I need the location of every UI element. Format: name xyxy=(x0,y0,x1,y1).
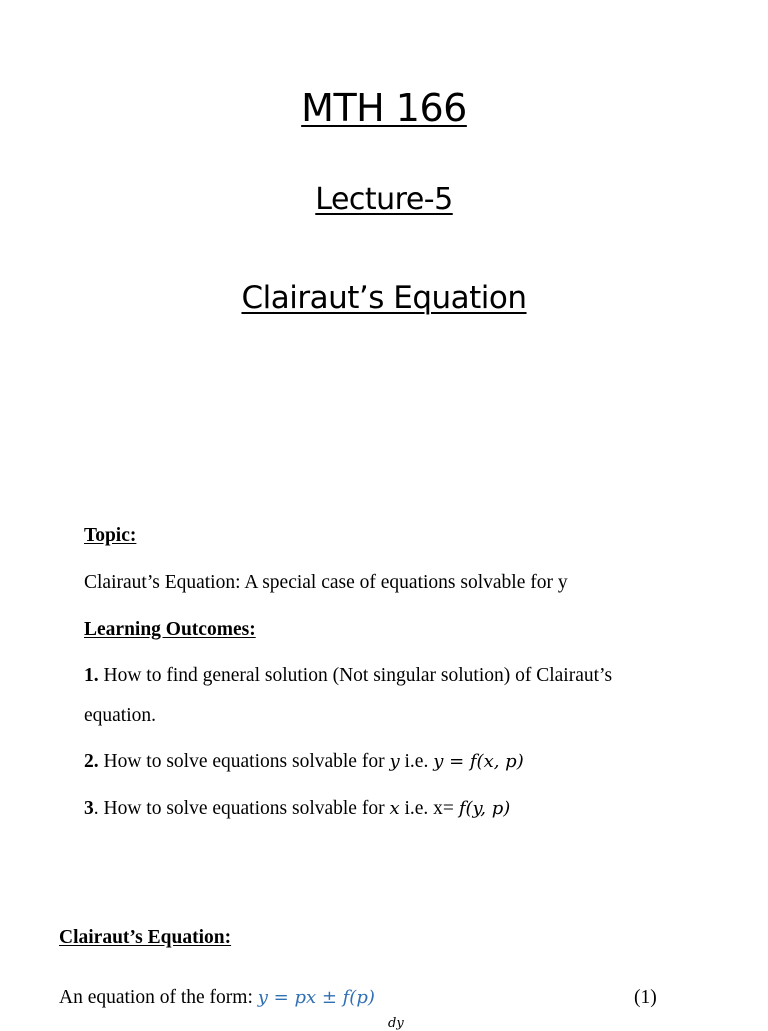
course-code-title: MTH 166 xyxy=(301,86,467,130)
clairaut-section-heading: Clairaut’s Equation: xyxy=(59,927,232,948)
outcome-1-line2: equation. xyxy=(84,705,157,726)
outcome-1-line1 xyxy=(84,664,612,688)
outcome-1-text: How to find general solution (Not singular solution) of Clairaut’s xyxy=(98,665,613,686)
outcome-2-formula: y = f(x, p) xyxy=(433,751,524,772)
topic-heading: Topic: xyxy=(84,525,137,546)
outcome-1-number: 1. xyxy=(84,665,99,686)
outcome-3-ie: i.e. x= xyxy=(399,798,459,819)
outcome-3 xyxy=(84,797,510,821)
outcome-3-formula: f(y, p) xyxy=(458,798,511,819)
lecture-number-title: Lecture-5 xyxy=(315,182,453,217)
outcome-2-variable: y xyxy=(389,751,400,772)
clairaut-formula: y = px ± f(p) xyxy=(257,987,375,1008)
outcome-2 xyxy=(84,750,524,774)
outcome-3-number: 3 xyxy=(84,798,94,819)
cutoff-fraction-text: dy xyxy=(388,1016,404,1031)
outcome-3-variable: x xyxy=(389,798,400,819)
topic-description: Clairaut’s Equation: A special case of equations solvable for y xyxy=(84,572,568,593)
outcome-2-text: How to solve equations solvable for xyxy=(98,751,390,772)
equation-number: (1) xyxy=(634,987,657,1008)
outcome-3-text: . How to solve equations solvable for xyxy=(93,798,390,819)
topic-title: Clairaut’s Equation xyxy=(241,280,527,316)
equation-intro-text: An equation of the form: xyxy=(59,987,258,1008)
learning-outcomes-heading: Learning Outcomes: xyxy=(84,619,256,640)
equation-intro xyxy=(59,986,375,1010)
outcome-2-number: 2. xyxy=(84,751,99,772)
outcome-2-ie: i.e. xyxy=(399,751,434,772)
